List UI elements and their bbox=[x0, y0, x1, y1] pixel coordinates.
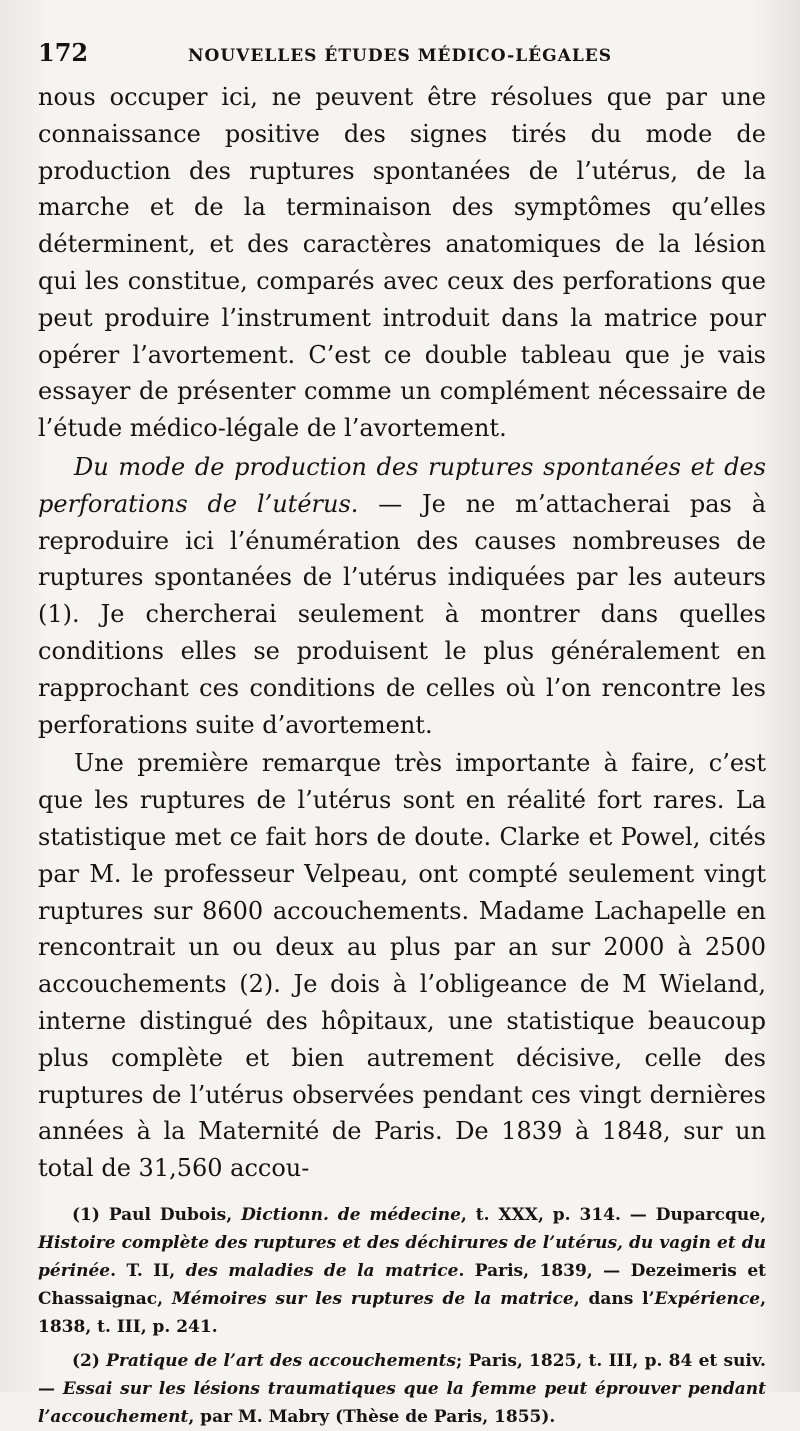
footnote-1-title: Expérience bbox=[654, 1288, 761, 1309]
running-title: NOUVELLES ÉTUDES MÉDICO-LÉGALES bbox=[188, 46, 613, 66]
footnote-1-part: (1) Paul Dubois, bbox=[72, 1204, 242, 1225]
paragraph-2 bbox=[38, 449, 766, 743]
footnote-1-part: . Paris, 1839, — Dezeimeris et Chassaignac, bbox=[38, 1260, 766, 1309]
footnote-1 bbox=[38, 1201, 766, 1341]
footnote-2-title: Pratique de l’art des accouchements bbox=[106, 1350, 457, 1371]
footnote-2-title: Essai sur les lésions traumatiques que la femme peut éprouver pendant l’accouchement bbox=[38, 1378, 767, 1427]
footnote-1-title: Mémoires sur les ruptures de la matrice bbox=[171, 1288, 574, 1309]
footnote-1-part: , 1838, t. III, p. 241. bbox=[38, 1288, 766, 1337]
paragraph-3: Une première remarque très importante à faire, c’est que les ruptures de l’utérus sont en réalité fort rares. La statistique met ce fait hors de doute. Clarke et Powel, cités par M. le professeur Velpeau, ont compté seulement vingt ruptures sur 8600 accouchements. Madame Lachapelle en rencontrait un ou deux au plus par an sur 2000 à 2500 accouchements (2). Je dois à l’obligeance de M Wieland, interne distingué des hôpitaux, une statistique beaucoup plus complète et bien autrement décisive, celle des ruptures de l’utérus observées pendant ces vingt dernières années à la Maternité de Paris. De 1839 à 1848, sur un total de 31,560 accou- bbox=[38, 749, 766, 1183]
footnote-2-part: , par M. Mabry (Thèse de Paris, 1855). bbox=[188, 1406, 556, 1427]
footnotes bbox=[38, 1201, 766, 1431]
body-text bbox=[38, 79, 766, 1187]
footnote-1-title: des maladies de la matrice bbox=[185, 1260, 459, 1281]
footnote-1-part: , dans l’ bbox=[573, 1288, 655, 1309]
footnote-1-part: . T. II, bbox=[110, 1260, 186, 1281]
footnote-2-part: ; Paris, 1825, t. III, p. 84 et suiv. — bbox=[38, 1350, 766, 1399]
page-number: 172 bbox=[38, 38, 89, 67]
section-heading: Du mode de production des ruptures spontanées et des perforations de l’utérus. bbox=[38, 452, 766, 518]
footnote-1-part: , t. XXX, p. 314. — Duparcque, bbox=[460, 1204, 766, 1225]
footnote-1-title: Histoire complète des ruptures et des déchirures de l’utérus, du vagin et du périnée bbox=[38, 1232, 766, 1281]
footnote-2 bbox=[38, 1347, 766, 1431]
paragraph-2-text: — Je ne m’attacherai pas à reproduire ici l’énumération des causes nombreuses de ruptures spontanées de l’utérus indiquées par les auteurs (1). Je chercherai seulement à montrer dans quelles conditions elles se produisent le plus généralement en rapprochant ces conditions de celles où l’on rencontre les perforations suite d’avortement. bbox=[38, 489, 766, 739]
footnote-2-part: (2) bbox=[72, 1350, 107, 1371]
footnote-1-title: Dictionn. de médecine bbox=[241, 1204, 461, 1225]
paragraph-1: nous occuper ici, ne peuvent être résolues que par une connaissance positive des signes tirés du mode de production des ruptures spontanées de l’utérus, de la marche et de la terminaison des symptômes qu’elles déterminent, et des caractères anatomiques de la lésion qui les constitue, comparés avec ceux des perforations que peut produire l’instrument introduit dans la matrice pour opérer l’avortement. C’est ce double tableau que je vais essayer de présenter comme un complément nécessaire de l’étude médico-légale de l’avortement. bbox=[38, 83, 766, 443]
page-header bbox=[38, 38, 766, 67]
